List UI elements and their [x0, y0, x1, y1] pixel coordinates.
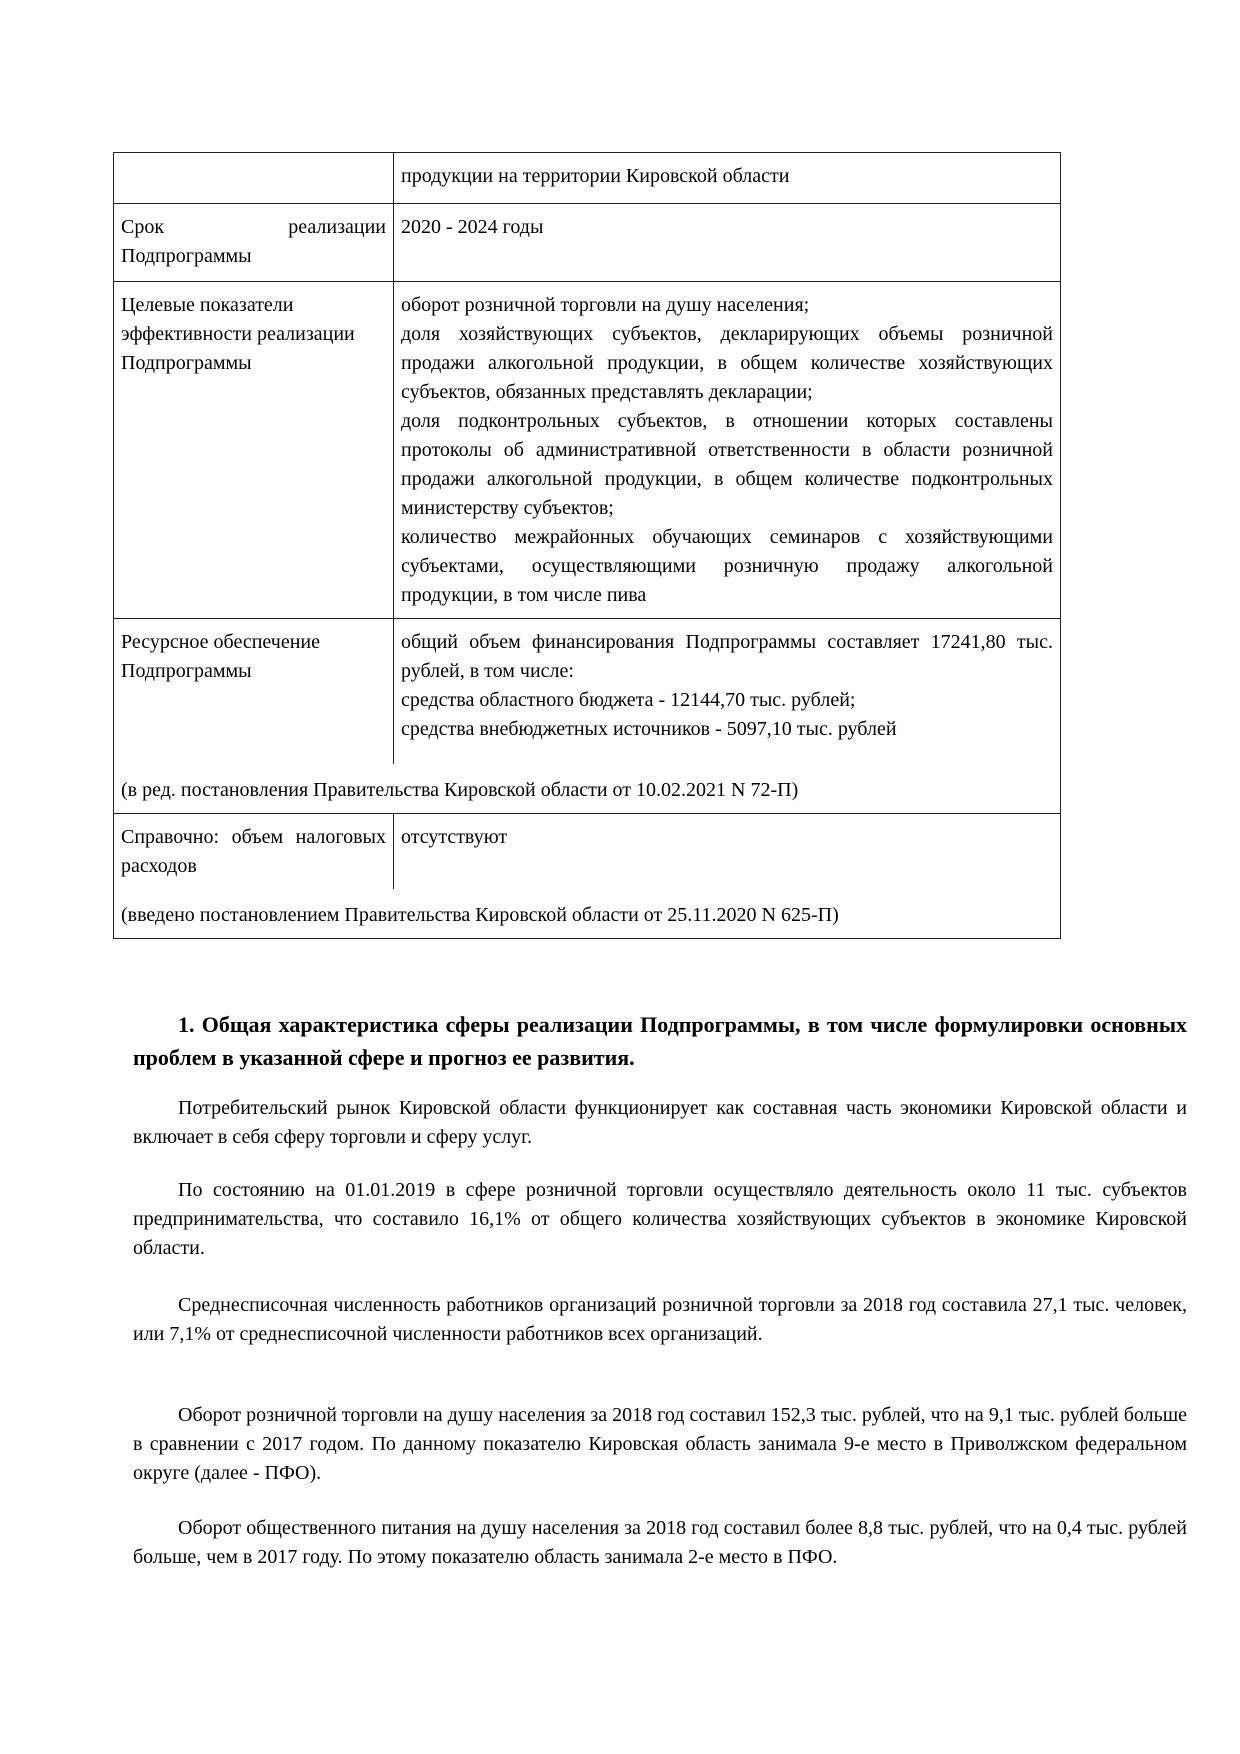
table-row — [114, 619, 1061, 765]
row-label: Ресурсное обеспечение Подпрограммы — [114, 619, 394, 765]
value-line: 2020 - 2024 годы — [401, 216, 544, 238]
value-line: средства внебюджетных источников - 5097,10 тыс. рублей — [401, 718, 897, 740]
amendment-note: (введено постановлением Правительства Кировской области от 25.11.2020 N 625-П) — [114, 889, 1061, 939]
row-value — [394, 204, 1061, 282]
value-line: доля хозяйствующих субъектов, декларирующих объемы розничной продажи алкогольной продукции, в общем количестве хозяйствующих субъектов, обязанных представлять декларации; — [401, 323, 1053, 403]
row-value — [394, 153, 1061, 204]
table-row — [114, 282, 1061, 619]
paragraph: По состоянию на 01.01.2019 в сфере розничной торговли осуществляло деятельность около 11 тыс. субъектов предпринимательства, что составило 16,1% от общего количества хозяйствующих субъектов в экономике Кировской области. — [133, 1179, 1187, 1259]
row-label: Срок реализации Подпрограммы — [114, 204, 394, 282]
value-line: продукции на территории Кировской области — [401, 165, 790, 187]
paragraph: Среднесписочная численность работников организаций розничной торговли за 2018 год составила 27,1 тыс. человек, или 7,1% от среднесписочной численности работников всех организаций. — [133, 1294, 1187, 1345]
value-line: количество межрайонных обучающих семинаров с хозяйствующими субъектами, осуществляющими розничную продажу алкогольной продукции, в том числе пива — [401, 526, 1053, 606]
section-heading: 1. Общая характеристика сферы реализации Подпрограммы, в том числе формулировки основных проблем в указанной сфере и прогноз ее развития. — [133, 1012, 1187, 1070]
table-row — [114, 204, 1061, 282]
value-line: отсутствуют — [401, 826, 508, 848]
table-row — [114, 814, 1061, 890]
paragraph: Оборот розничной торговли на душу населения за 2018 год составил 152,3 тыс. рублей, что на 9,1 тыс. рублей больше в сравнении с 2017 годом. По данному показателю Кировская область занимала 9-е место в Приволжском федеральном округе (далее - ПФО). — [133, 1404, 1187, 1484]
value-line: оборот розничной торговли на душу населения; — [401, 294, 810, 316]
value-line: общий объем финансирования Подпрограммы составляет 17241,80 тыс. рублей, в том числе: — [401, 631, 1053, 682]
row-value — [394, 619, 1061, 765]
paragraph: Потребительский рынок Кировской области функционирует как составная часть экономики Кировской области и включает в себя сферу торговли и сферу услуг. — [133, 1097, 1187, 1148]
table-row — [114, 764, 1061, 814]
row-label — [114, 153, 394, 204]
row-value — [394, 282, 1061, 619]
paragraph: Оборот общественного питания на душу населения за 2018 год составил более 8,8 тыс. рублей, что на 0,4 тыс. рублей больше, чем в 2017 году. По этому показателю область занимала 2-е место в ПФО. — [133, 1517, 1187, 1568]
row-label: Целевые показатели эффективности реализации Подпрограммы — [114, 282, 394, 619]
table-row — [114, 153, 1061, 204]
amendment-note: (в ред. постановления Правительства Кировской области от 10.02.2021 N 72-П) — [114, 764, 1061, 814]
value-line: средства областного бюджета - 12144,70 тыс. рублей; — [401, 689, 856, 711]
row-label: Справочно: объем налоговых расходов — [114, 814, 394, 890]
value-line: доля подконтрольных субъектов, в отношении которых составлены протоколы об административной ответственности в области розничной продажи алкогольной продукции, в общем количестве подконтрольных министерству субъектов; — [401, 410, 1053, 519]
row-value — [394, 814, 1061, 890]
passport-table — [113, 152, 1061, 939]
table-row — [114, 889, 1061, 939]
